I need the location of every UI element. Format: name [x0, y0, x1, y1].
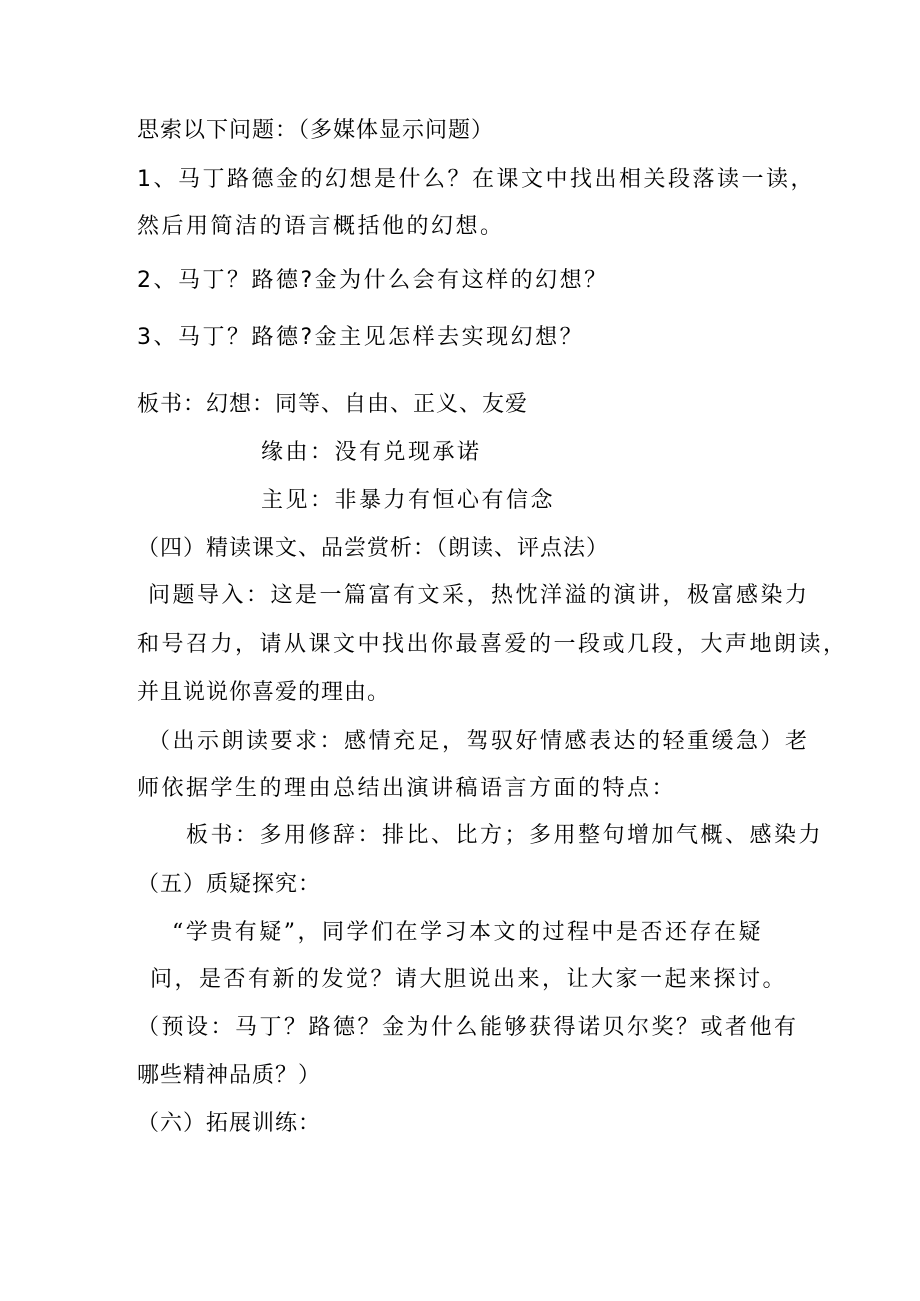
question-3: 3、马丁？路德?金主见怎样去实现幻想？: [137, 325, 585, 350]
reading-requirement-line-2: 师依据学生的理由总结出演讲稿语言方面的特点：: [137, 776, 677, 801]
section-4-prompt-line-1: 问题导入：这是一篇富有文采，热忱洋溢的演讲，极富感染力: [148, 583, 810, 608]
section-4-prompt-line-2: 和号召力，请从课文中找出你最喜爱的一段或几段，大声地朗读，: [137, 632, 848, 657]
board-note-dream: 板书：幻想：同等、自由、正义、友爱: [137, 392, 529, 417]
board-note-reason: 缘由：没有兑现承诺: [261, 440, 482, 465]
board-note-language: 板书：多用修辞：排比、比方；多用整句增加气概、感染力: [186, 823, 824, 848]
preset-question-line-1: （预设：马丁？路德？金为什么能够获得诺贝尔奖？或者他有: [137, 1015, 799, 1040]
section-4-prompt-line-3: 并且说说你喜爱的理由。: [137, 680, 391, 705]
preset-question-line-2: 哪些精神品质？）: [137, 1063, 322, 1088]
board-note-advocacy: 主见：非暴力有恒心有信念: [261, 488, 556, 513]
question-1-line-1: 1、马丁路德金的幻想是什么？在课文中找出相关段落读一读，: [137, 167, 815, 192]
question-1-line-2: 然后用简洁的语言概括他的幻想。: [137, 214, 505, 239]
section-5-text-line-1: “学贵有疑”，同学们在学习本文的过程中是否还存在疑: [172, 920, 763, 945]
reading-requirement-line-1: （出示朗读要求：感情充足，驾驭好情感表达的轻重缓急）老: [148, 729, 810, 754]
section-4-heading: （四）精读课文、品尝赏析：（朗读、评点法）: [137, 536, 610, 561]
section-5-heading: （五）质疑探究：: [137, 872, 322, 897]
intro-line: 思索以下问题：（多媒体显示问题）: [137, 118, 495, 143]
section-6-heading: （六）拓展训练：: [137, 1111, 322, 1136]
section-5-text-line-2: 问，是否有新的发觉？请大胆说出来，让大家一起来探讨。: [150, 967, 788, 992]
question-2: 2、马丁？路德?金为什么会有这样的幻想？: [137, 268, 609, 293]
